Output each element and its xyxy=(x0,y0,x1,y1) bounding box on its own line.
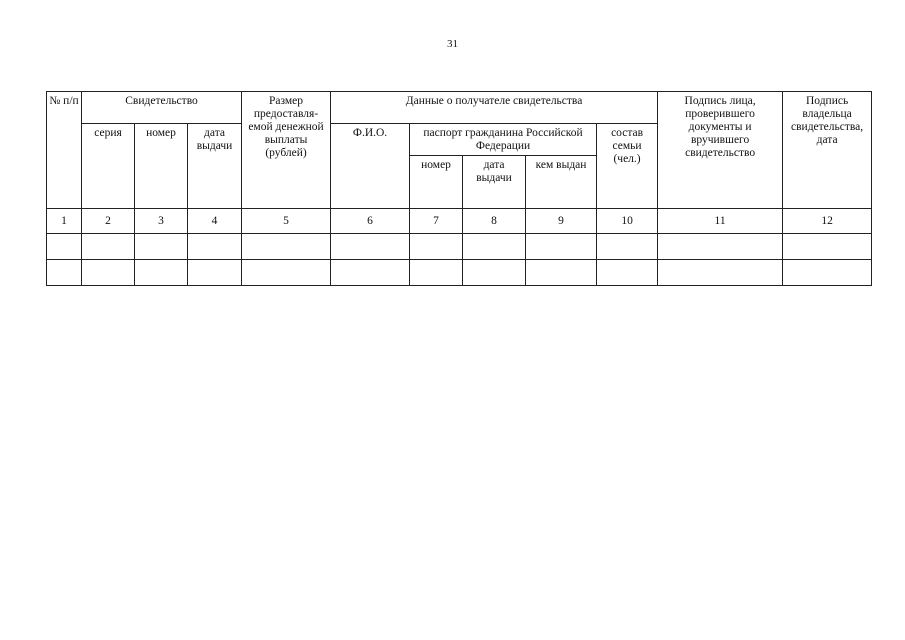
table-cell xyxy=(783,260,872,286)
table-row xyxy=(47,260,872,286)
header-checker-signature: Подпись лица, проверившего документы и вручившего свидетельство xyxy=(658,92,783,209)
header-passport-issued-by: кем выдан xyxy=(526,156,597,209)
table-cell xyxy=(47,234,82,260)
table-cell xyxy=(463,260,526,286)
header-recipient-data: Данные о получателе свидетельства xyxy=(331,92,658,124)
table-cell xyxy=(82,260,135,286)
table-cell xyxy=(188,234,242,260)
column-number-cell: 2 xyxy=(82,209,135,234)
column-number-cell: 7 xyxy=(410,209,463,234)
column-number-cell: 10 xyxy=(597,209,658,234)
table-cell xyxy=(82,234,135,260)
table-cell xyxy=(135,260,188,286)
table-cell xyxy=(463,234,526,260)
column-number-cell: 5 xyxy=(242,209,331,234)
table-cell xyxy=(47,260,82,286)
table-cell xyxy=(597,260,658,286)
table-cell xyxy=(783,234,872,260)
table-cell xyxy=(526,260,597,286)
column-number-cell: 11 xyxy=(658,209,783,234)
header-passport: паспорт гражданина Российской Федерации xyxy=(410,124,597,156)
column-number-cell: 9 xyxy=(526,209,597,234)
table-cell xyxy=(410,260,463,286)
table-cell xyxy=(526,234,597,260)
table-cell xyxy=(658,234,783,260)
table-cell xyxy=(188,260,242,286)
column-number-cell: 6 xyxy=(331,209,410,234)
table-cell xyxy=(135,234,188,260)
column-number-cell: 8 xyxy=(463,209,526,234)
table-cell xyxy=(242,260,331,286)
certificate-register-table xyxy=(46,91,872,286)
header-payment-size: Размер предоставля-емой денежной выплаты (рублей) xyxy=(242,92,331,209)
column-number-cell: 12 xyxy=(783,209,872,234)
header-fio: Ф.И.О. xyxy=(331,124,410,209)
table-cell xyxy=(658,260,783,286)
header-family: состав семьи (чел.) xyxy=(597,124,658,209)
header-series: серия xyxy=(82,124,135,209)
header-passport-number: номер xyxy=(410,156,463,209)
header-num: № п/п xyxy=(47,92,82,209)
header-owner-signature: Подпись владельца свидетельства, дата xyxy=(783,92,872,209)
header-certificate: Свидетельство xyxy=(82,92,242,124)
table-row xyxy=(47,234,872,260)
column-number-cell: 4 xyxy=(188,209,242,234)
column-number-row xyxy=(47,209,872,234)
table-cell xyxy=(331,260,410,286)
header-cert-issue-date: дата выдачи xyxy=(188,124,242,209)
column-number-cell: 1 xyxy=(47,209,82,234)
header-row-1 xyxy=(47,92,872,124)
table-cell xyxy=(410,234,463,260)
header-passport-date: дата выдачи xyxy=(463,156,526,209)
header-cert-number: номер xyxy=(135,124,188,209)
table-cell xyxy=(242,234,331,260)
page-number: 31 xyxy=(447,38,458,50)
table-cell xyxy=(331,234,410,260)
table-cell xyxy=(597,234,658,260)
column-number-cell: 3 xyxy=(135,209,188,234)
